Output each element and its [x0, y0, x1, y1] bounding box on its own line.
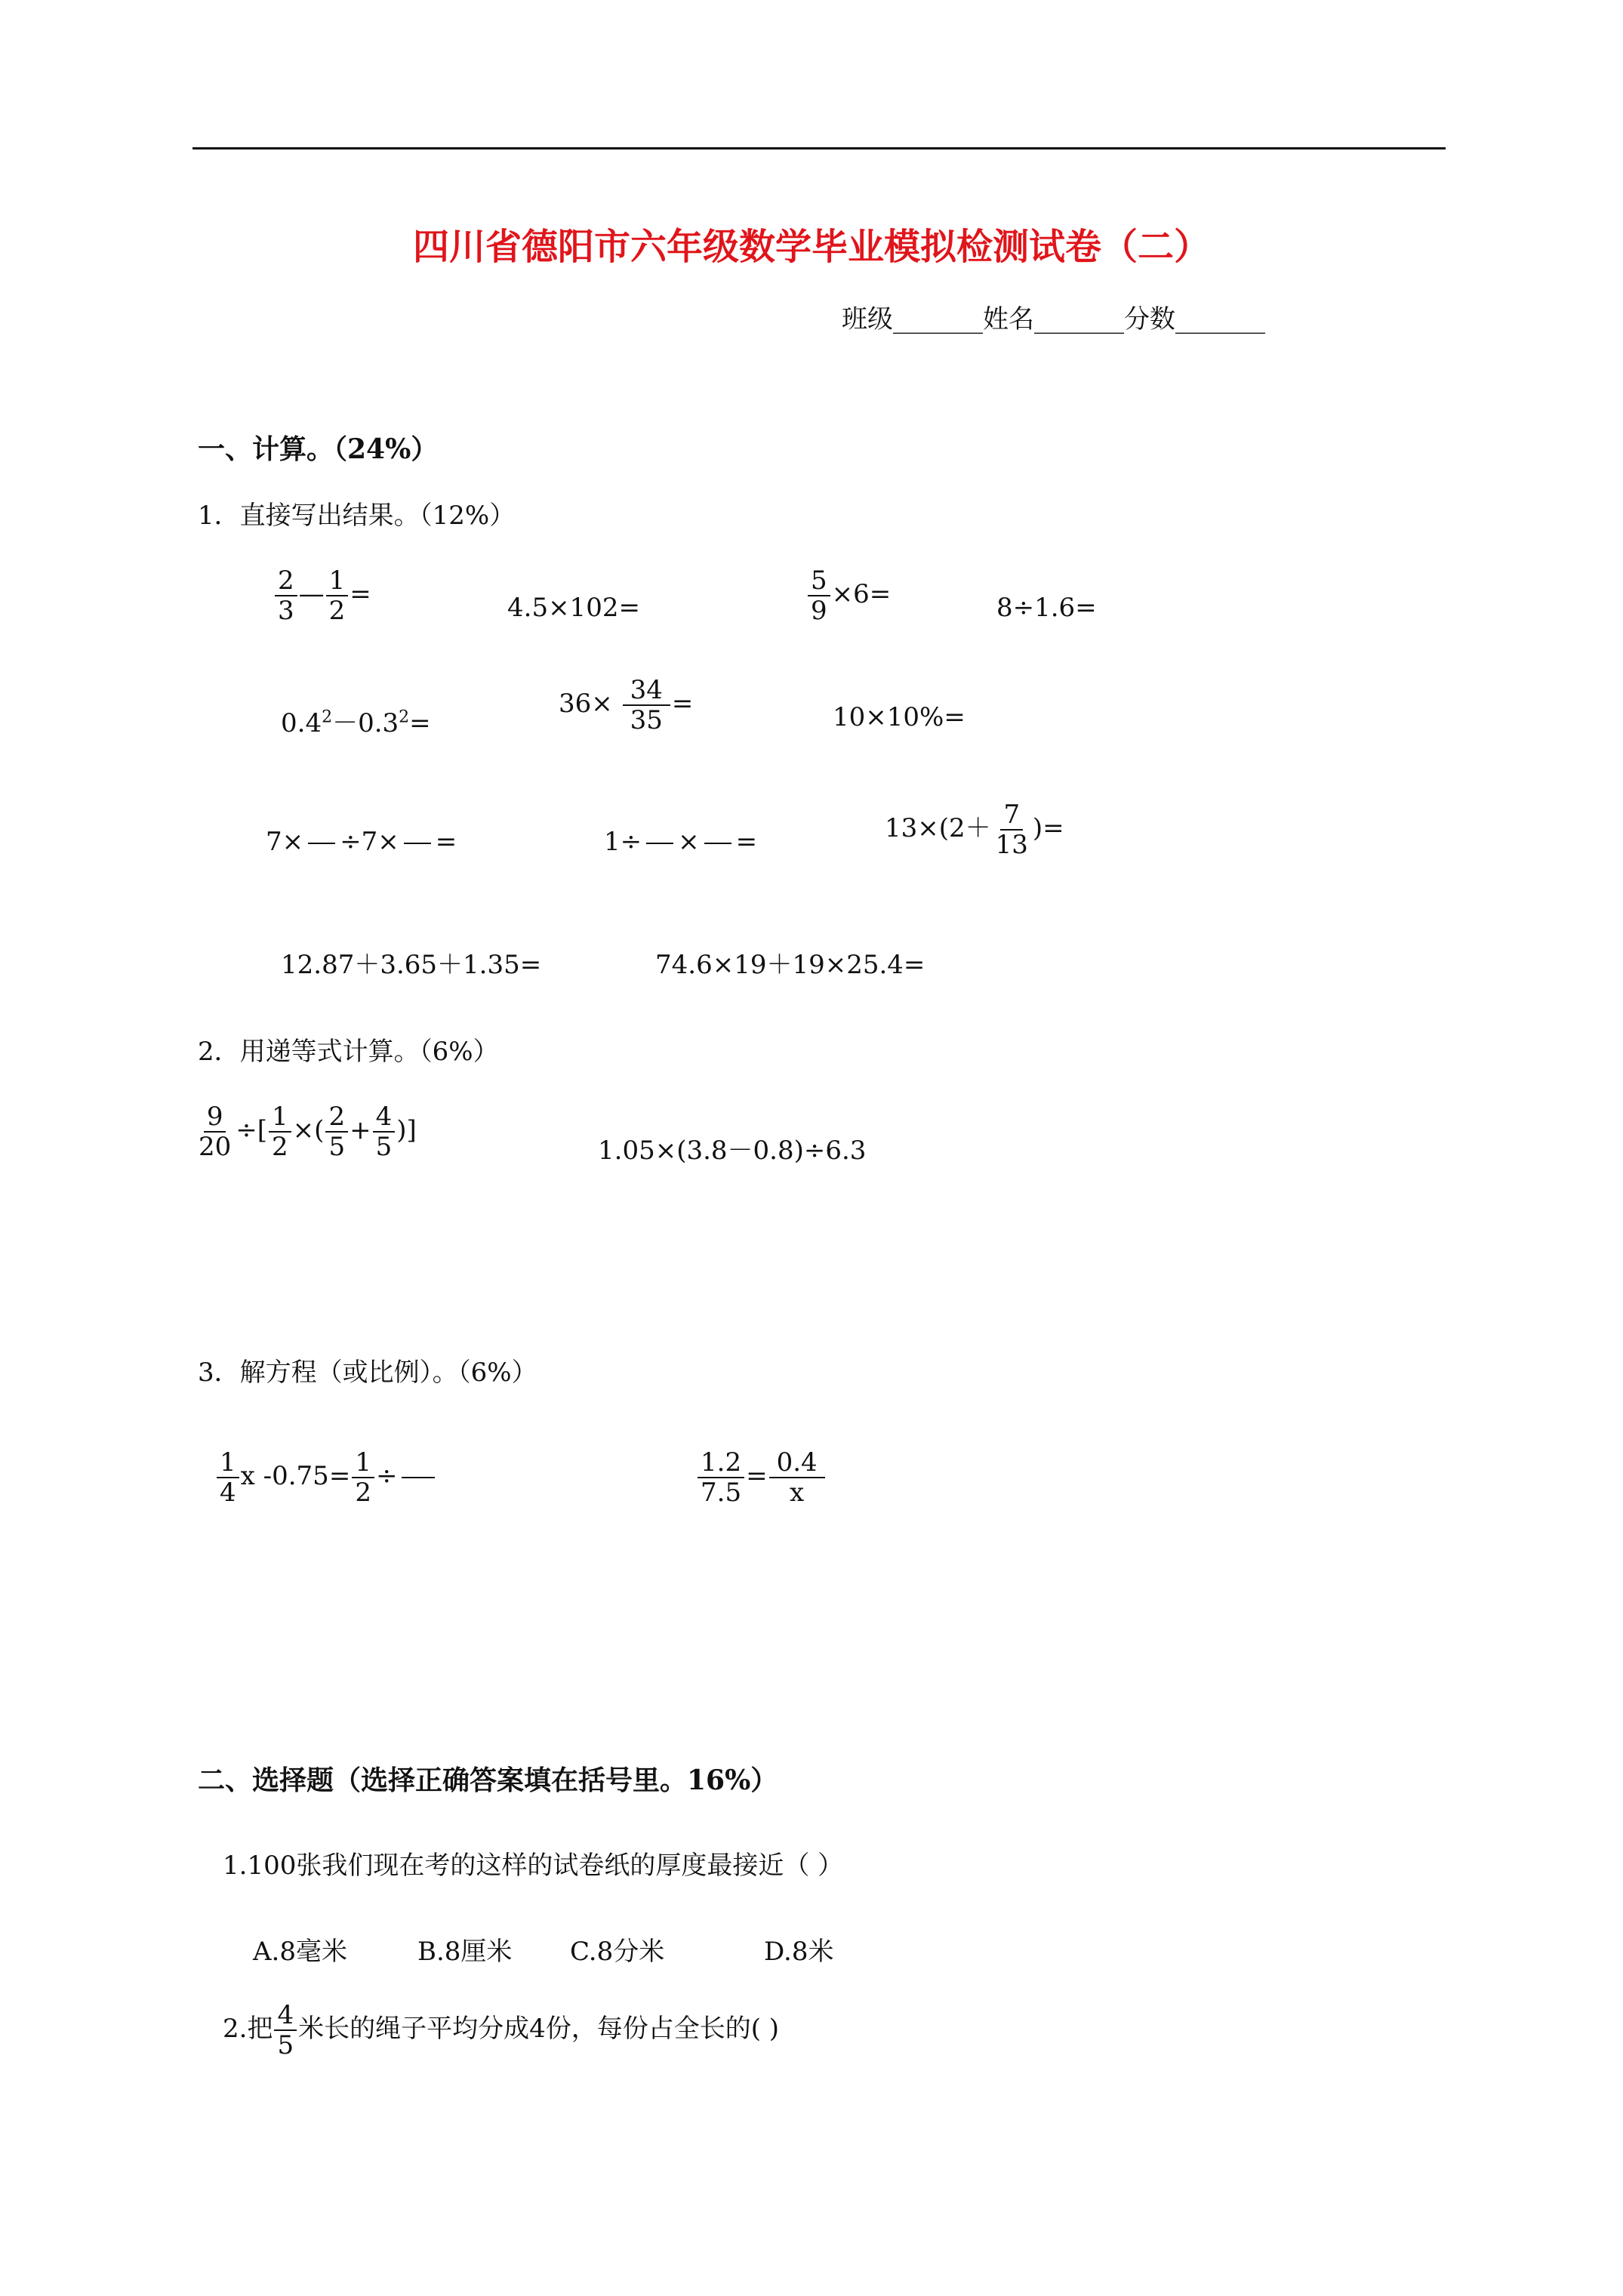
mc-question-1: 1.100张我们现在考的这样的试卷纸的厚度最接近（ ） [223, 1851, 844, 1881]
q2-heading: 2．用递等式计算。（6%） [198, 1037, 499, 1067]
expr-12: 74.6×19＋19×25.4= [655, 950, 925, 980]
fraction: $\frac{1.2}{7.5}$ [698, 1448, 744, 1507]
fraction: $\frac{4}{5}$ [274, 2001, 297, 2060]
fraction: $\frac{1}{2}$ [326, 566, 349, 625]
fraction: $\frac{1}{2}$ [352, 1448, 374, 1507]
mc-question-2: 2.把 $\frac{4}{5}$ 米长的绳子平均分成4份，每份占全长的( ) [223, 2000, 780, 2061]
section1-heading: 一、计算。（24%） [198, 433, 439, 465]
blank-fraction-bar [704, 843, 731, 844]
expr-10: 13×(2＋ $\frac{7}{13}$ )= [885, 800, 1064, 861]
mc-option-b: B.8厘米 [417, 1937, 513, 1967]
expr-7: 10×10%= [833, 702, 965, 732]
mc-option-a: A.8毫米 [253, 1937, 347, 1967]
expr-3: $\frac{5}{9}$ ×6= [806, 566, 891, 625]
expr-1: $\frac{2}{3}$ — $\frac{1}{2}$ = [273, 566, 371, 625]
fraction: $\frac{7}{13}$ [995, 800, 1028, 861]
expr-9: 1÷ × = [604, 827, 758, 857]
q3-proportion: $\frac{1.2}{7.5}$ = $\frac{0.4}{x}$ [696, 1448, 827, 1507]
fraction: $\frac{5}{9}$ [808, 566, 830, 625]
fraction: $\frac{34}{35}$ [623, 676, 670, 735]
fraction: $\frac{2}{3}$ [275, 566, 297, 625]
expr-2: 4.5×102= [507, 593, 640, 623]
fraction: $\frac{0.4}{x}$ [769, 1448, 825, 1507]
top-rule [192, 147, 1446, 149]
expr-6: 36× $\frac{34}{35}$ = [559, 675, 694, 736]
blank-fraction-bar [402, 1477, 435, 1478]
q2-expr-1: $\frac{9}{20}$ ÷[ $\frac{1}{2}$ ×( $\frac{2}{5}$ + $\frac{4}{5}$ )] [194, 1102, 417, 1161]
fraction: $\frac{2}{5}$ [325, 1102, 348, 1161]
student-info-line: 班级_______姓名_______分数_______ [842, 304, 1265, 334]
q1-heading: 1．直接写出结果。（12%） [198, 501, 516, 531]
blank-fraction-bar [646, 843, 673, 844]
blank-fraction-bar [308, 843, 335, 844]
blank-fraction-bar [404, 843, 431, 844]
expr-4: 8÷1.6= [996, 593, 1097, 623]
fraction: $\frac{1}{2}$ [269, 1102, 291, 1161]
fraction: $\frac{1}{4}$ [217, 1448, 239, 1507]
expr-11: 12.87＋3.65＋1.35= [281, 950, 542, 980]
mc-option-d: D.8米 [764, 1937, 834, 1967]
expr-8: 7× ÷7× = [266, 827, 457, 857]
expr-5: $0.4^2-0.3^2=$ [281, 707, 431, 738]
fraction: $\frac{4}{5}$ [373, 1102, 396, 1161]
q3-heading: 3．解方程（或比例）。（6%） [198, 1358, 537, 1388]
page-title: 四川省德阳市六年级数学毕业模拟检测试卷（二） [412, 226, 1210, 268]
mc-option-c: C.8分米 [570, 1937, 665, 1967]
section2-heading: 二、选择题（选择正确答案填在括号里。16%） [198, 1764, 778, 1796]
q2-expr-2: 1.05×(3.8－0.8)÷6.3 [598, 1136, 867, 1166]
fraction: $\frac{9}{20}$ [199, 1102, 232, 1163]
q3-equation-1: $\frac{1}{4}$ x -0.75= $\frac{1}{2}$ ÷ [215, 1448, 439, 1507]
